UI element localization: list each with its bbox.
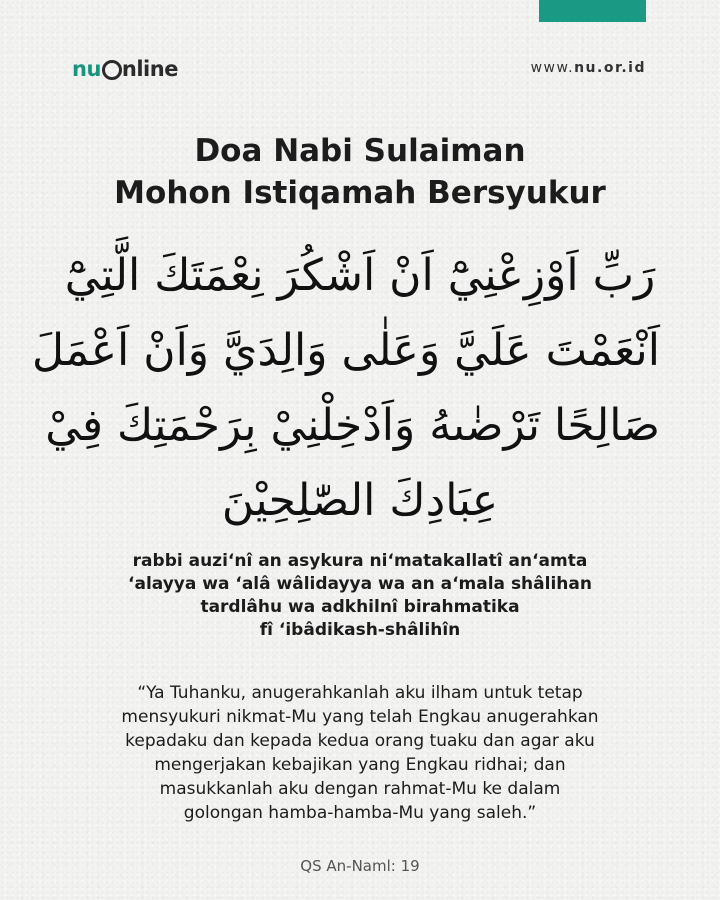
logo-online-text: nline bbox=[121, 57, 178, 81]
transliteration-line-4: fî ‘ibâdikash-shâlihîn bbox=[259, 620, 461, 640]
transliteration-line-2: ‘alayya wa ‘alâ wâlidayya wa an a‘mala shâlihan bbox=[128, 574, 592, 594]
translation-line-6: golongan hamba-hamba-Mu yang saleh.” bbox=[183, 803, 537, 823]
quran-source-reference: QS An-Naml: 19 bbox=[300, 857, 420, 875]
translation-line-5: masukkanlah aku dengan rahmat-Mu ke dalam bbox=[159, 779, 561, 799]
website-url-domain: nu.or.id bbox=[574, 60, 646, 76]
arabic-line-1: رَبِّ اَوْزِعْنِيْٓ اَنْ اَشْكُرَ نِعْمَتَكَ الَّتِيْٓ bbox=[64, 250, 656, 301]
arabic-line-2: اَنْعَمْتَ عَلَيَّ وَعَلٰى وَالِدَيَّ وَاَنْ اَعْمَلَ bbox=[32, 325, 660, 376]
website-url bbox=[531, 60, 646, 76]
page-title bbox=[0, 130, 720, 214]
arabic-line-4: عِبَادِكَ الصّٰلِحِيْنَ bbox=[221, 475, 499, 526]
logo-ring-icon bbox=[102, 60, 122, 80]
transliteration-line-3: tardlâhu wa adkhilnî birahmatika bbox=[200, 597, 520, 617]
arabic-prayer bbox=[32, 238, 660, 538]
transliteration bbox=[0, 550, 720, 642]
nu-online-logo bbox=[72, 54, 178, 84]
translation-line-2: mensyukuri nikmat-Mu yang telah Engkau anugerahkan bbox=[121, 707, 599, 727]
accent-bar bbox=[539, 0, 646, 22]
translation bbox=[0, 681, 720, 825]
website-url-prefix: www. bbox=[530, 60, 575, 76]
title-line-1: Doa Nabi Sulaiman bbox=[194, 133, 526, 169]
translation-line-4: mengerjakan kebajikan yang Engkau ridhai; dan bbox=[154, 755, 566, 775]
arabic-line-3: صَالِحًا تَرْضٰىهُ وَاَدْخِلْنِيْ بِرَحْمَتِكَ فِيْ bbox=[45, 400, 660, 451]
transliteration-line-1: rabbi auzi‘nî an asykura ni‘matakallatî an‘amta bbox=[132, 551, 588, 571]
title-line-2: Mohon Istiqamah Bersyukur bbox=[114, 175, 606, 211]
translation-line-1: “Ya Tuhanku, anugerahkanlah aku ilham untuk tetap bbox=[137, 683, 583, 703]
translation-line-3: kepadaku dan kepada kedua orang tuaku dan agar aku bbox=[125, 731, 595, 751]
logo-nu-text: nu bbox=[72, 57, 101, 81]
